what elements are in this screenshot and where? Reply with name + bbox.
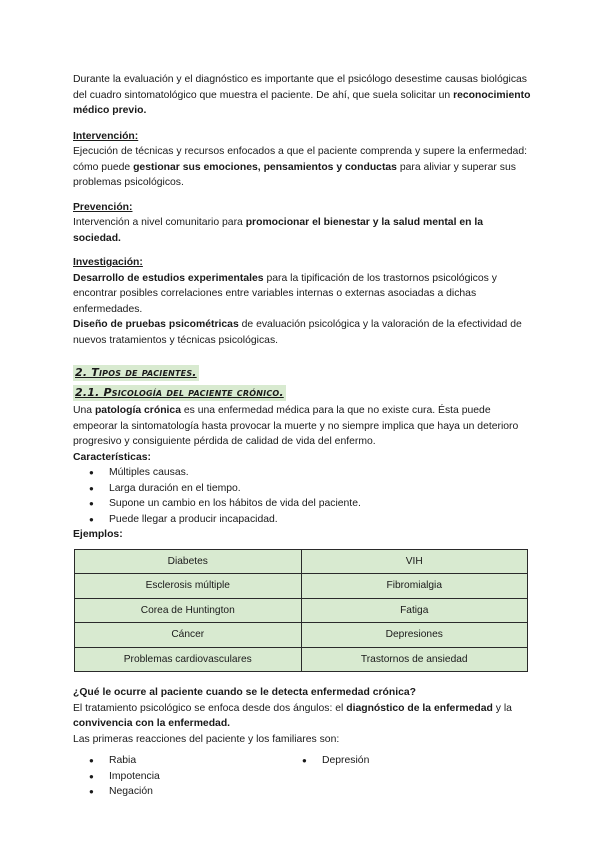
prevencion-bold: promocionar el bienestar y la salud mental en la sociedad. — [73, 217, 484, 244]
document-page — [73, 72, 531, 800]
investigacion-section — [73, 255, 531, 348]
table-row — [75, 598, 528, 623]
patologia-definition — [73, 403, 531, 450]
question-text1: El tratamiento psicológico se enfoca desde dos ángulos: el — [73, 702, 347, 714]
table-cell: Fibromialgia — [301, 574, 528, 599]
section-2-1-title: 2.1. Psicología del paciente crónico. — [75, 385, 284, 399]
list-item: ● Impotencia — [73, 769, 302, 785]
caracteristicas-label: Características: — [73, 451, 151, 463]
def-bold: patología crónica — [94, 405, 181, 416]
reactions-left-list — [73, 753, 302, 800]
list-item: ● Negación — [73, 784, 302, 800]
intervencion-text1: Ejecución de técnicas y recursos enfocados a que el paciente comprenda y supere la enfermedad: cómo puede — [73, 146, 527, 173]
intervencion-text2: para aliviar y superar sus problemas psicológicos. — [73, 161, 516, 188]
ejemplos-label: Ejemplos: — [73, 529, 123, 540]
intervencion-heading: Intervención: — [73, 130, 139, 142]
question-bold2: convivencia con la enfermedad. — [73, 718, 231, 729]
table-cell: VIH — [301, 549, 528, 574]
table-cell: Corea de Huntington — [75, 598, 302, 623]
list-item: ● Depresión — [302, 753, 531, 769]
investigacion-p2-text: de evaluación psicológica y la valoración de la efectividad de nuevos tratamientos y técnicas psicológicas. — [73, 319, 522, 346]
table-cell: Fatiga — [301, 598, 528, 623]
table-cell: Cáncer — [75, 623, 302, 648]
investigacion-paragraph-1 — [73, 271, 531, 318]
question-title: ¿Qué le ocurre al paciente cuando se le detecta enfermedad crónica? — [73, 687, 417, 698]
question-paragraph — [73, 701, 531, 732]
table-row — [75, 623, 528, 648]
list-item: ● Puede llegar a producir incapacidad. — [73, 512, 531, 528]
table-row — [75, 647, 528, 672]
intervencion-paragraph — [73, 144, 531, 191]
prevencion-heading: Prevención: — [73, 201, 133, 213]
table-cell: Diabetes — [75, 549, 302, 574]
intro-text: Durante la evaluación y el diagnóstico es importante que el psicólogo desestime causas biológicas del cuadro sintomatológico que muestra el paciente. De ahí, que suela solicitar un — [73, 74, 527, 101]
prevencion-text1: Intervención a nivel comunitario para — [73, 217, 246, 228]
reactions-right-list — [302, 753, 531, 800]
section-2-title: 2. Tipos de pacientes. — [75, 366, 197, 379]
caracteristicas-list — [73, 465, 531, 527]
intro-bold: reconocimiento médico previo. — [73, 89, 531, 116]
ejemplos-table — [74, 549, 528, 673]
table-cell: Depresiones — [301, 623, 528, 648]
table-row — [75, 549, 528, 574]
intro-paragraph — [73, 72, 531, 119]
investigacion-p2-bold: Diseño de pruebas psicométricas — [73, 319, 239, 330]
intervencion-bold: gestionar sus emociones, pensamientos y conductas — [133, 161, 397, 173]
intervencion-section — [73, 129, 531, 191]
investigacion-p1-text: para la tipificación de los trastornos psicológicos y encontrar posibles correlaciones entre variables internas o externas asociadas a dichas enfermedades. — [73, 272, 497, 315]
list-item: ● Larga duración en el tiempo. — [73, 481, 531, 497]
reactions-columns — [73, 753, 531, 800]
def-text1: Una — [73, 405, 95, 416]
table-cell: Trastornos de ansiedad — [301, 647, 528, 672]
table-cell: Esclerosis múltiple — [75, 574, 302, 599]
investigacion-heading: Investigación: — [73, 257, 143, 268]
def-text2: es una enfermedad médica para la que no existe cura. Ésta puede empeorar la sintomatología hasta provocar la muerte y no siempre implica que haya un deterioro progresivo y consiguiente pérdida de calidad de vida del enfermo. — [73, 405, 519, 447]
list-item: ● Rabia — [73, 753, 302, 769]
investigacion-p1-bold: Desarrollo de estudios experimentales — [73, 272, 264, 284]
reactions-intro: Las primeras reacciones del paciente y los familiares son: — [73, 733, 340, 745]
list-item: ● Múltiples causas. — [73, 465, 531, 481]
prevencion-paragraph — [73, 215, 531, 246]
question-text2: y la — [492, 702, 512, 714]
prevencion-section — [73, 200, 531, 247]
investigacion-paragraph-2 — [73, 317, 531, 348]
list-item: ● Supone un cambio en los hábitos de vida del paciente. — [73, 496, 531, 512]
question-bold1: diagnóstico de la enfermedad — [346, 702, 493, 714]
table-row — [75, 574, 528, 599]
table-cell: Problemas cardiovasculares — [75, 647, 302, 672]
